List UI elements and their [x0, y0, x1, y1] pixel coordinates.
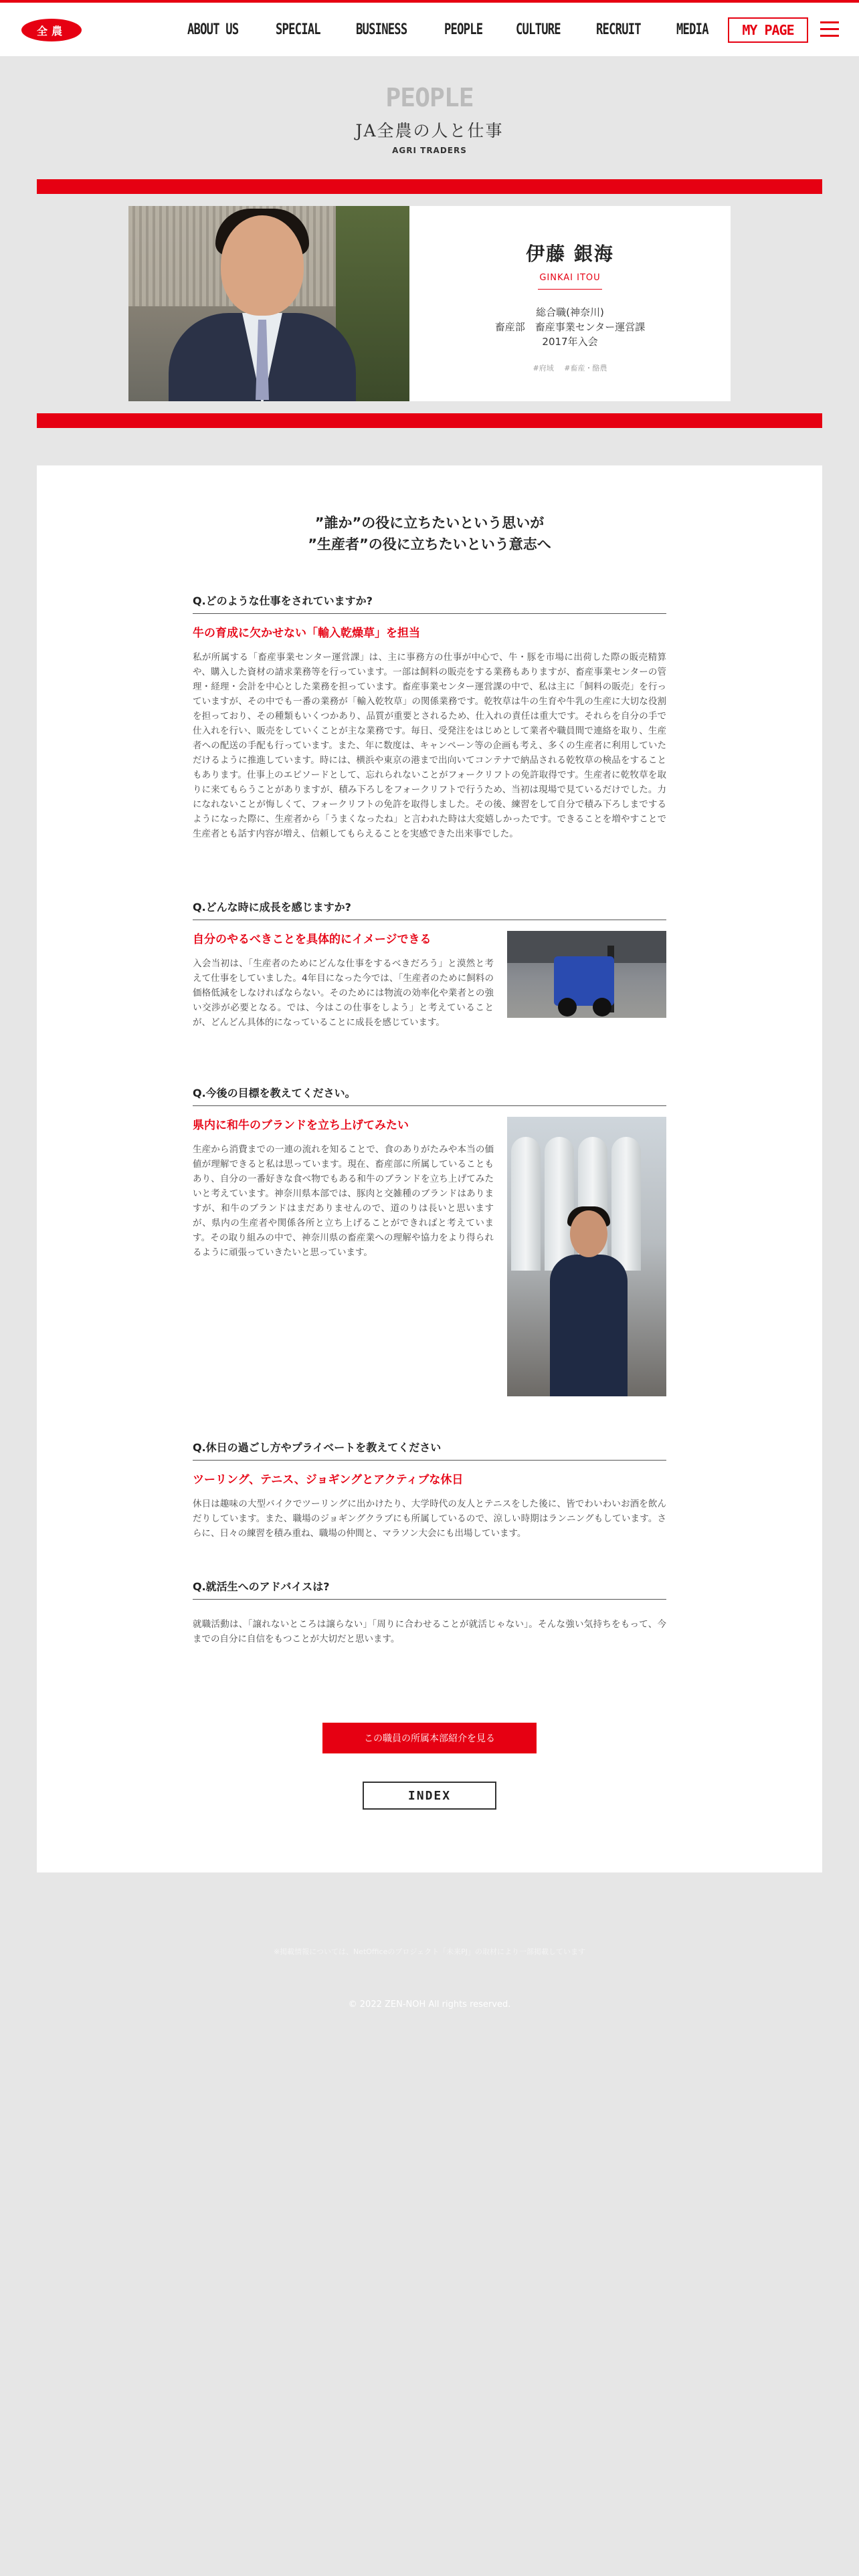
nav-culture[interactable]: CULTURE — [516, 21, 561, 38]
question-heading: Q.どのような仕事をされていますか? — [193, 593, 666, 614]
footer-note: ※掲載情報については、NetOfficeのプロジェクト「未来PJ」の取材により一部掲載しています — [273, 1947, 586, 1956]
profile-card — [128, 206, 731, 401]
profile-tags — [409, 362, 731, 373]
tag-item[interactable]: #畜産・酪農 — [564, 364, 607, 372]
profile-role: 総合職(神奈川) — [536, 306, 604, 318]
profile-joined: 2017年入会 — [542, 336, 598, 348]
site-header — [0, 0, 859, 56]
profile-name-en: GINKAI ITOU — [539, 273, 601, 283]
silo-photo — [507, 1117, 666, 1396]
forklift-photo — [507, 931, 666, 1018]
answer-body: 就職活動は、「譲れないところは譲らない」「周りに合わせることが就活じゃない」。そんな強い気持ちをもって、今までの自分に自信をもつことが大切だと思います。 — [193, 1619, 666, 1644]
answer-body: 生産から消費までの一連の流れを知ることで、食のありがたみや本当の価値が理解できると私は思っています。現在、畜産部に所属していることもあり、自分の一番好きな食べ物でもある和牛のブランドを立ち上げてみたいと考えています。神奈川県本部では、豚肉と交雑種のブランドはありますが、和牛のブランドはまだありませんので、道のりは長いと思いますが、県内の生産者や関係各所と立ち上げることができればと考えています。その取り組みの中で、神奈川県の畜産業への理解や協力をより得られるように頑張っていきたいと思っています。 — [193, 1144, 494, 1258]
global-nav — [187, 21, 740, 38]
hamburger-menu-icon[interactable] — [820, 21, 839, 37]
lead-line-1: ”誰か”の役に立ちたいという思いが — [314, 515, 545, 531]
answer-body: 休日は趣味の大型バイクでツーリングに出かけたり、大学時代の友人とテニスをした後に、皆でわいわいお酒を飲んだりしています。また、職場のジョギングクラブにも所属しているので、涼しい時期はランニングもしています。さらに、日々の練習を積み重ね、職場の仲間と、マラソン大会にも出場しています。 — [193, 1499, 666, 1539]
nav-people[interactable]: PEOPLE — [444, 21, 482, 38]
zennoh-logo[interactable] — [21, 19, 82, 41]
page-title-en: PEOPLE — [385, 83, 474, 112]
logo-text: 全農 — [36, 24, 66, 37]
nav-recruit[interactable]: RECRUIT — [595, 21, 641, 38]
question-heading: Q.休日の過ごし方やプライベートを教えてください — [193, 1439, 666, 1461]
profile-info — [409, 305, 731, 349]
dept-intro-button[interactable]: この職員の所属本部紹介を見る — [322, 1723, 537, 1753]
question-heading: Q.今後の目標を教えてください。 — [193, 1085, 666, 1106]
index-button[interactable]: INDEX — [363, 1782, 496, 1810]
question-heading: Q.就活生へのアドバイスは? — [193, 1578, 666, 1600]
question-heading: Q.どんな時に成長を感じますか? — [193, 899, 666, 920]
nav-media[interactable]: MEDIA — [676, 21, 708, 38]
page-title-jp: JA全農の人と仕事 — [355, 121, 504, 140]
mypage-button[interactable]: MY PAGE — [728, 17, 808, 43]
answer-title: 牛の育成に欠かせない「輸入乾燥草」を担当 — [193, 627, 420, 640]
copyright: © 2022 ZEN-NOH All rights reserved. — [348, 2000, 511, 2010]
answer-title: 県内に和牛のブランドを立ち上げてみたい — [193, 1119, 409, 1132]
red-band-top — [37, 179, 822, 194]
profile-dept: 畜産部 畜産事業センター運営課 — [494, 321, 646, 333]
answer-title: ツーリング、テニス、ジョギングとアクティブな休日 — [193, 1473, 464, 1487]
profile-name: 伊藤 銀海 — [526, 243, 614, 265]
lead-heading — [37, 512, 822, 555]
profile-photo — [128, 206, 409, 401]
interview-content — [37, 465, 822, 1872]
red-band-bottom — [37, 413, 822, 428]
nav-special[interactable]: SPECIAL — [275, 21, 320, 38]
nav-business[interactable]: BUSINESS — [355, 21, 407, 38]
nav-about-us[interactable]: ABOUT US — [187, 21, 239, 38]
tag-item[interactable]: #府域 — [533, 364, 554, 372]
answer-body: 入会当初は、「生産者のためにどんな仕事をするべきだろう」と漠然と考えて仕事をしていました。4年目になった今では、「生産者のために飼料の価格低減をしなければならない。そのためには物流の効率化や業者との強い交渉が必要となる。では、今はこの仕事をしよう」と考えていることが、どんどん具体的になっていることに成長を感じています。 — [193, 958, 494, 1028]
answer-title: 自分のやるべきことを具体的にイメージできる — [193, 933, 432, 946]
name-divider — [538, 289, 602, 290]
page-subtitle: AGRI TRADERS — [392, 146, 467, 155]
lead-line-2: ”生産者”の役に立ちたいという意志へ — [308, 536, 551, 552]
answer-body: 私が所属する「畜産事業センター運営課」は、主に事務方の仕事が中心で、牛・豚を市場に出荷した際の販売精算や、購入した資材の請求業務等を行っています。一部は飼料の販売をする業務もありますが、畜産事業センターの管理・経理・会計を中心とした業務を担っています。畜産事業センター運営課の中で、私は主に「飼料の販売」を行っていますが、その中でも一番の業務が「輸入乾牧草」の関係業務です。乾牧草は牛の生育や牛乳の生産に大切な役割を担っており、その種類もいくつかあり、品質が重要とされるため、仕入れの責任は重大です。それらを自分の手で仕入れを行い、販売をしていくことが主な業務です。毎日、受発注をはじめとして業者や職員間で連絡を取り、生産者への配送の手配も行っています。また、年に数度は、キャンペーン等の企画も考え、多くの生産者に利用していただけるように推進しています。時には、横浜や東京の港まで出向いてコンテナで納品される乾牧草の検品をすることもあります。仕事上のエピソードとして、忘れられないことがフォークリフトの免許取得です。生産者に乾牧草を取りに来てもらうことがありますが、積み下ろしをフォークリフトで行うため、当初は現場で見ているだけでした。力になれないことが悔しくて、フォークリフトの免許を取得しました。その後、練習をして自分で積み下ろしまでするようになった際に、生産者から「うまくなったね」と言われた時は大変嬉しかったです。できることを増やすことで生産者とも話す内容が増え、信頼してもらえることを実感できた出来事でした。 — [193, 652, 666, 839]
